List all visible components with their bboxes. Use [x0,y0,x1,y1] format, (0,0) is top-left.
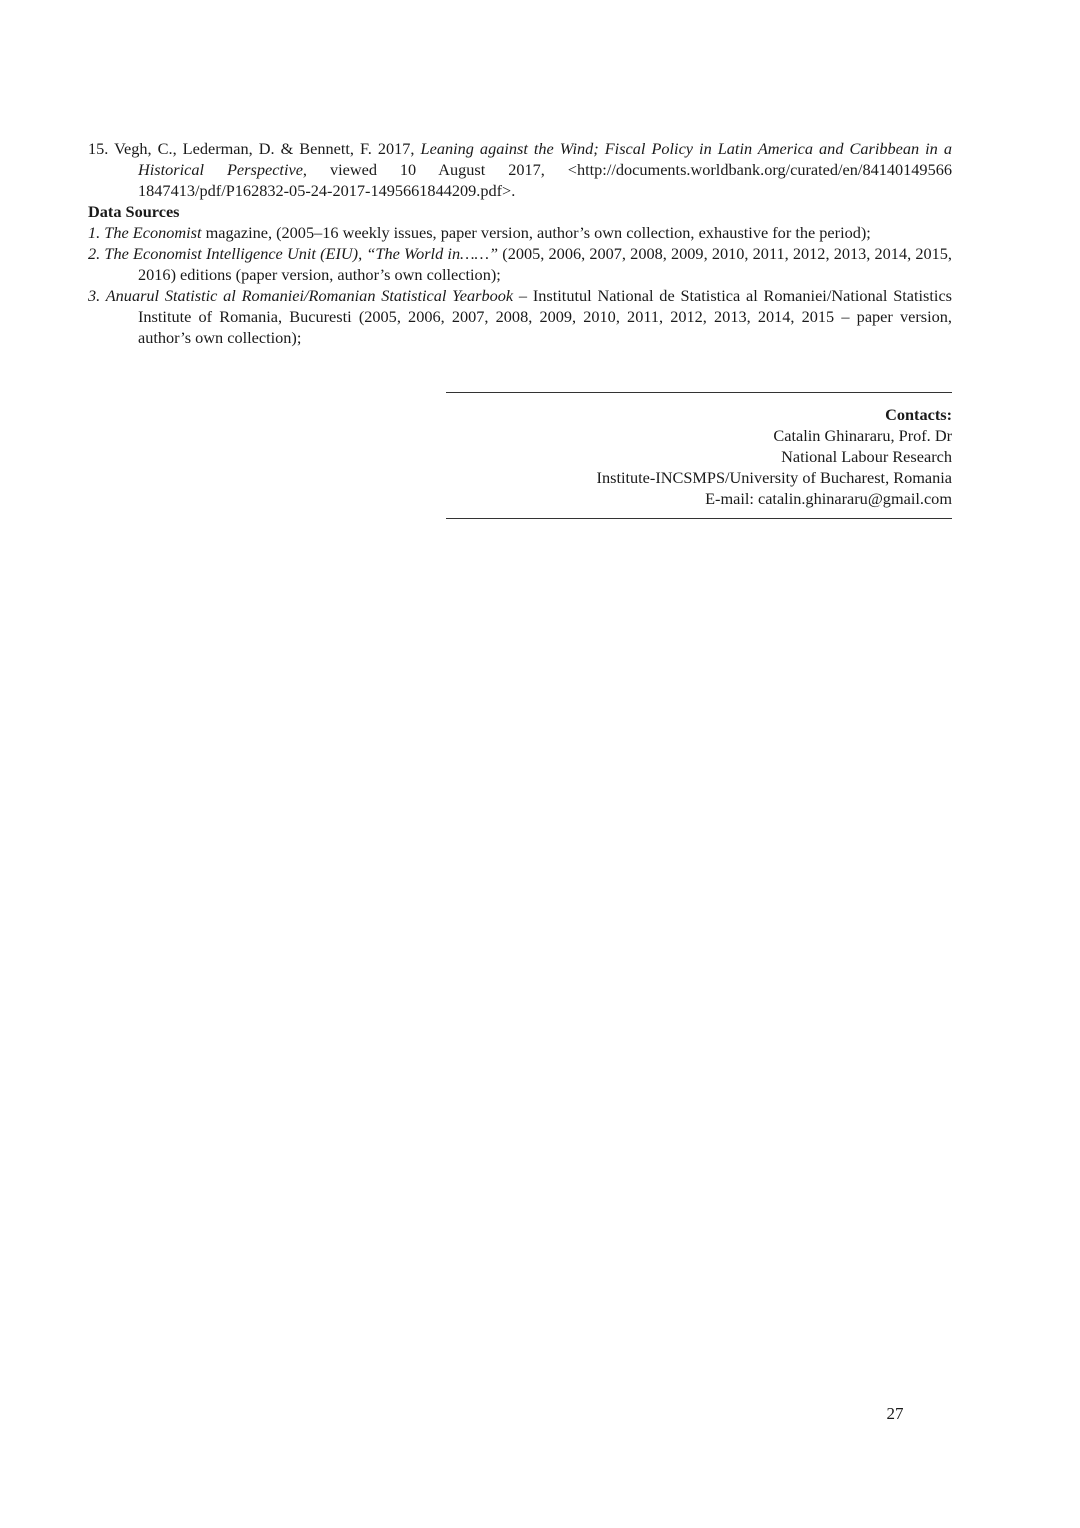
reference-15 [88,138,952,201]
page-number: 27 [886,1404,904,1423]
data-source-item [88,222,952,243]
data-source-details: magazine, (2005–16 weekly issues, paper version, author’s own collection, exhaustive for the period); [201,223,871,242]
data-source-details: (2005, 2006, 2007, 2008, 2009, 2010, 2011, 2012, 2013, 2014, 2015, 2016) editions (paper version, author’s own collection); [138,244,952,284]
data-source-title: 3. Anuarul Statistic al Romaniei/Romanian Statistical Yearbook [88,286,514,305]
data-source-item [88,243,952,285]
reference-15-details: , viewed 10 August 2017, <http://documents.worldbank.org/curated/en/84140149566 1847413/pdf/P162832-05-24-2017-1495661844209.pdf>. [138,160,952,200]
contact-name: Catalin Ghinararu, Prof. Dr [773,426,952,445]
data-sources-heading: Data Sources [88,202,180,221]
data-source-title: 2. The Economist Intelligence Unit (EIU), “The World in……” [88,244,499,263]
contact-email[interactable]: E-mail: catalin.ghinararu@gmail.com [705,489,952,508]
contacts-block [446,392,952,519]
contact-affiliation-line-2: Institute-INCSMPS/University of Bucharest, Romania [596,468,952,487]
data-source-title: 1. The Economist [88,223,202,242]
data-source-details: – Institutul National de Statistica al Romaniei/National Statistics Institute of Romania, Bucuresti (2005, 2006, 2007, 2008, 2009, 2010, 2011, 2012, 2013, 2014, 2015 – paper version, author’s own collection); [138,286,953,347]
contacts-title: Contacts: [885,405,952,424]
reference-15-authors: 15. Vegh, C., Lederman, D. & Bennett, F. 2017, [88,139,421,158]
contact-affiliation-line-1: National Labour Research [781,447,952,466]
data-source-item [88,285,952,348]
reference-list [88,138,952,348]
reference-15-title: Leaning against the Wind; Fiscal Policy in Latin America and Caribbean in a Historical Perspective [138,139,952,179]
